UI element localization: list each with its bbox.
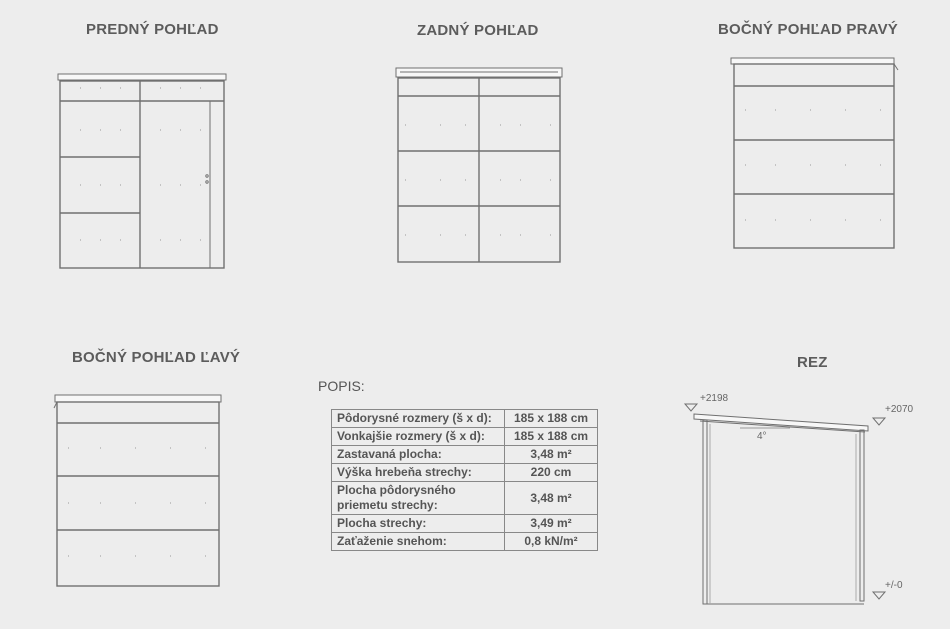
table-row — [332, 446, 598, 464]
front-view-title: PREDNÝ POHĽAD — [86, 21, 219, 38]
table-row — [332, 533, 598, 551]
spec-value: 185 x 188 cm — [505, 428, 598, 446]
side-right-view-title: BOČNÝ POHĽAD PRAVÝ — [718, 21, 899, 38]
spec-label: Vonkajšie rozmery (š x d): — [332, 428, 505, 446]
side-right-view-drawing — [731, 58, 898, 248]
level-top-left-label: +2198 — [700, 393, 729, 404]
spec-value: 3,48 m² — [505, 482, 598, 515]
spec-label: Plocha strechy: — [332, 515, 505, 533]
table-row — [332, 410, 598, 428]
back-view-title: ZADNÝ POHĽAD — [417, 22, 539, 39]
spec-label: Plocha pôdorysného priemetu strechy: — [332, 482, 505, 515]
front-view-drawing — [58, 74, 226, 268]
level-top-right-label: +2070 — [885, 404, 914, 415]
level-bottom-label: +/-0 — [885, 580, 903, 591]
spec-label: Zaťaženie snehom: — [332, 533, 505, 551]
spec-value: 3,48 m² — [505, 446, 598, 464]
spec-value: 185 x 188 cm — [505, 410, 598, 428]
spec-value: 0,8 kN/m² — [505, 533, 598, 551]
spec-label: Výška hrebeňa strechy: — [332, 464, 505, 482]
back-view-drawing — [396, 68, 562, 262]
spec-label: Pôdorysné rozmery (š x d): — [332, 410, 505, 428]
spec-value: 3,49 m² — [505, 515, 598, 533]
side-left-view-drawing — [54, 395, 221, 586]
specs-table — [331, 409, 598, 551]
section-view-drawing — [685, 404, 885, 604]
spec-value: 220 cm — [505, 464, 598, 482]
roof-angle-label: 4° — [757, 431, 767, 442]
section-view-title: REZ — [797, 354, 828, 371]
table-row — [332, 428, 598, 446]
side-left-view-title: BOČNÝ POHĽAD ĽAVÝ — [72, 349, 241, 366]
table-row — [332, 464, 598, 482]
popis-label: POPIS: — [318, 378, 365, 394]
spec-label: Zastavaná plocha: — [332, 446, 505, 464]
table-row — [332, 482, 598, 515]
table-row — [332, 515, 598, 533]
